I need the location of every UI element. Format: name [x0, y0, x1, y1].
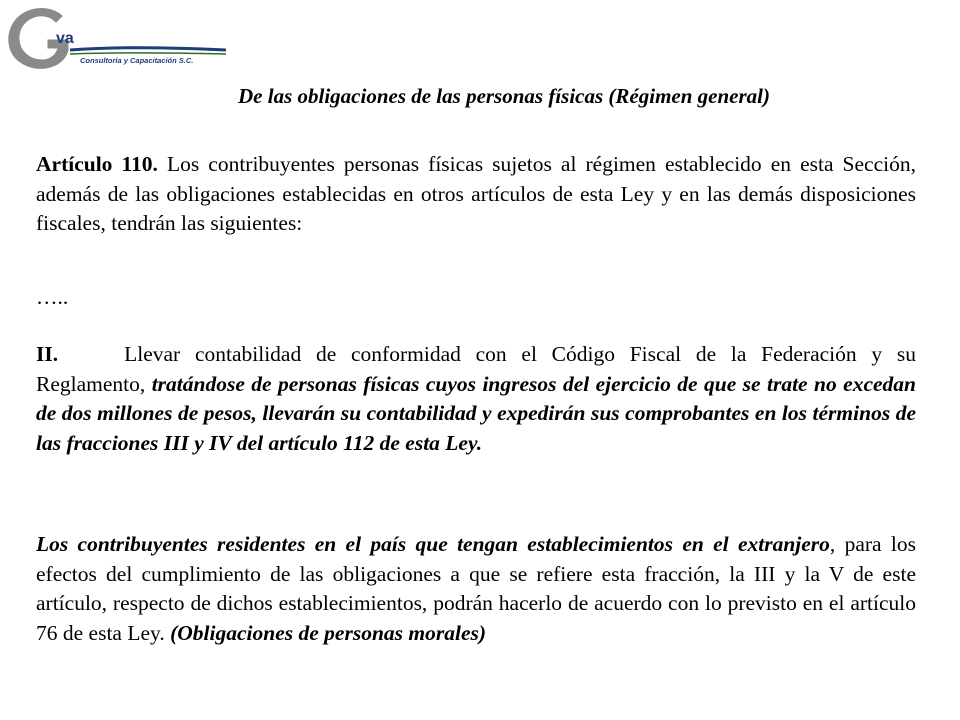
fraction-ii-paragraph: [36, 340, 916, 458]
fraction-ii-emphasis-text: tratándose de personas físicas cuyos ingresos del ejercicio de que se trate no excedan de dos millones de pesos, llevarán su contabilidad y expedirán sus comprobantes en los términos de las fracciones III y IV del artículo 112 de esta Ley.: [36, 371, 916, 455]
company-logo: [4, 4, 244, 74]
logo-sub-letters: va: [56, 30, 74, 47]
foreign-plain-text: , para los efectos del cumplimiento de las obligaciones a que se refiere esta fracción, la III y la V de este artículo, respecto de dichos establecimientos, podrán hacerlo de acuerdo con lo previsto en el artículo 76 de esta Ley.: [36, 532, 916, 645]
article-text: Los contribuyentes personas físicas sujetos al régimen establecido en esta Sección, además de las obligaciones establecidas en otros artículos de esta Ley y en las demás disposiciones fiscales, tendrán las siguientes:: [36, 152, 916, 235]
logo-tagline: Consultoría y Capacitación S.C.: [80, 56, 194, 65]
article-110-paragraph: [36, 150, 916, 239]
fraction-ii-plain-text: Llevar contabilidad de conformidad con el Código Fiscal de la Federación y su Reglamento,: [36, 342, 916, 396]
foreign-note: (Obligaciones de personas morales): [170, 620, 487, 645]
foreign-emphasis-text: Los contribuyentes residentes en el país que tengan establecimientos en el extranjero: [36, 532, 830, 556]
ellipsis-marker: …..: [36, 285, 69, 309]
foreign-establishments-paragraph: [36, 530, 916, 648]
section-heading: De las obligaciones de las personas físicas (Régimen general): [238, 84, 770, 108]
fraction-ii-label: II.: [36, 342, 59, 366]
article-label: Artículo 110.: [36, 152, 158, 176]
